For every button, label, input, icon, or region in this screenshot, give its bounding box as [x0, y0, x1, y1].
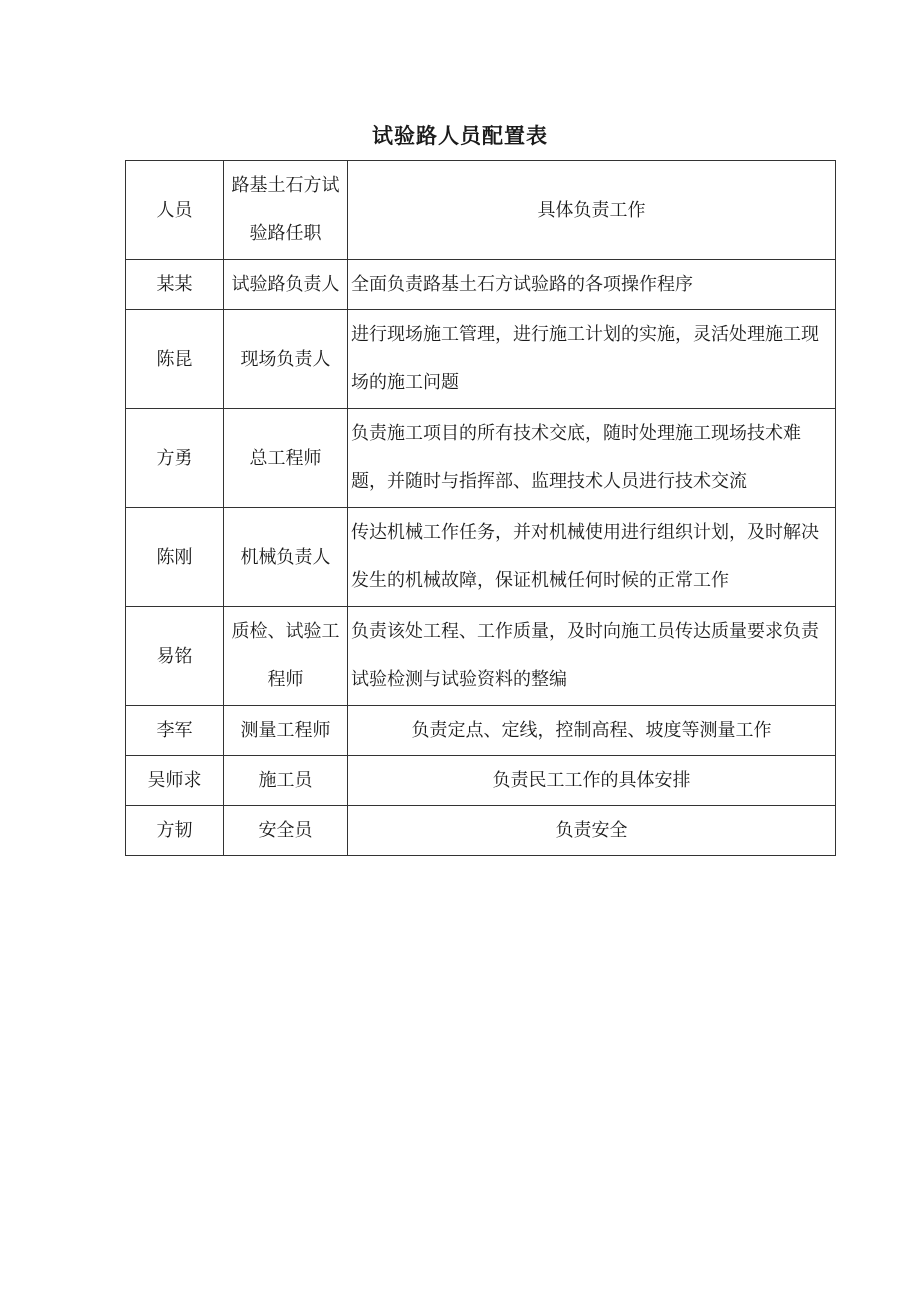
cell-duty: 全面负责路基土石方试验路的各项操作程序	[348, 260, 836, 310]
cell-name: 易铭	[126, 607, 224, 706]
table-row	[126, 409, 836, 508]
table-row	[126, 756, 836, 806]
header-duty: 具体负责工作	[348, 161, 836, 260]
cell-duty: 负责施工项目的所有技术交底，随时处理施工现场技术难题，并随时与指挥部、监理技术人员进行技术交流	[348, 409, 836, 508]
cell-name: 陈刚	[126, 508, 224, 607]
cell-name: 某某	[126, 260, 224, 310]
cell-duty: 负责安全	[348, 806, 836, 856]
cell-duty: 进行现场施工管理，进行施工计划的实施，灵活处理施工现场的施工问题	[348, 310, 836, 409]
cell-role: 试验路负责人	[224, 260, 348, 310]
table-row	[126, 706, 836, 756]
cell-role: 现场负责人	[224, 310, 348, 409]
cell-name: 李军	[126, 706, 224, 756]
header-name: 人员	[126, 161, 224, 260]
cell-name: 方勇	[126, 409, 224, 508]
cell-role: 测量工程师	[224, 706, 348, 756]
staff-assignment-table	[125, 160, 836, 856]
cell-role: 机械负责人	[224, 508, 348, 607]
table-row	[126, 310, 836, 409]
cell-duty: 负责民工工作的具体安排	[348, 756, 836, 806]
cell-duty: 负责该处工程、工作质量，及时向施工员传达质量要求负责试验检测与试验资料的整编	[348, 607, 836, 706]
cell-name: 吴师求	[126, 756, 224, 806]
table-row	[126, 806, 836, 856]
cell-name: 陈昆	[126, 310, 224, 409]
cell-role: 安全员	[224, 806, 348, 856]
cell-duty: 负责定点、定线，控制高程、坡度等测量工作	[348, 706, 836, 756]
cell-duty: 传达机械工作任务，并对机械使用进行组织计划，及时解决发生的机械故障，保证机械任何时候的正常工作	[348, 508, 836, 607]
cell-role: 总工程师	[224, 409, 348, 508]
header-role: 路基土石方试验路任职	[224, 161, 348, 260]
table-row	[126, 508, 836, 607]
cell-role: 质检、试验工程师	[224, 607, 348, 706]
page-title: 试验路人员配置表	[372, 124, 548, 148]
table-header-row	[126, 161, 836, 260]
cell-name: 方韧	[126, 806, 224, 856]
cell-role: 施工员	[224, 756, 348, 806]
table-row	[126, 607, 836, 706]
table-row	[126, 260, 836, 310]
